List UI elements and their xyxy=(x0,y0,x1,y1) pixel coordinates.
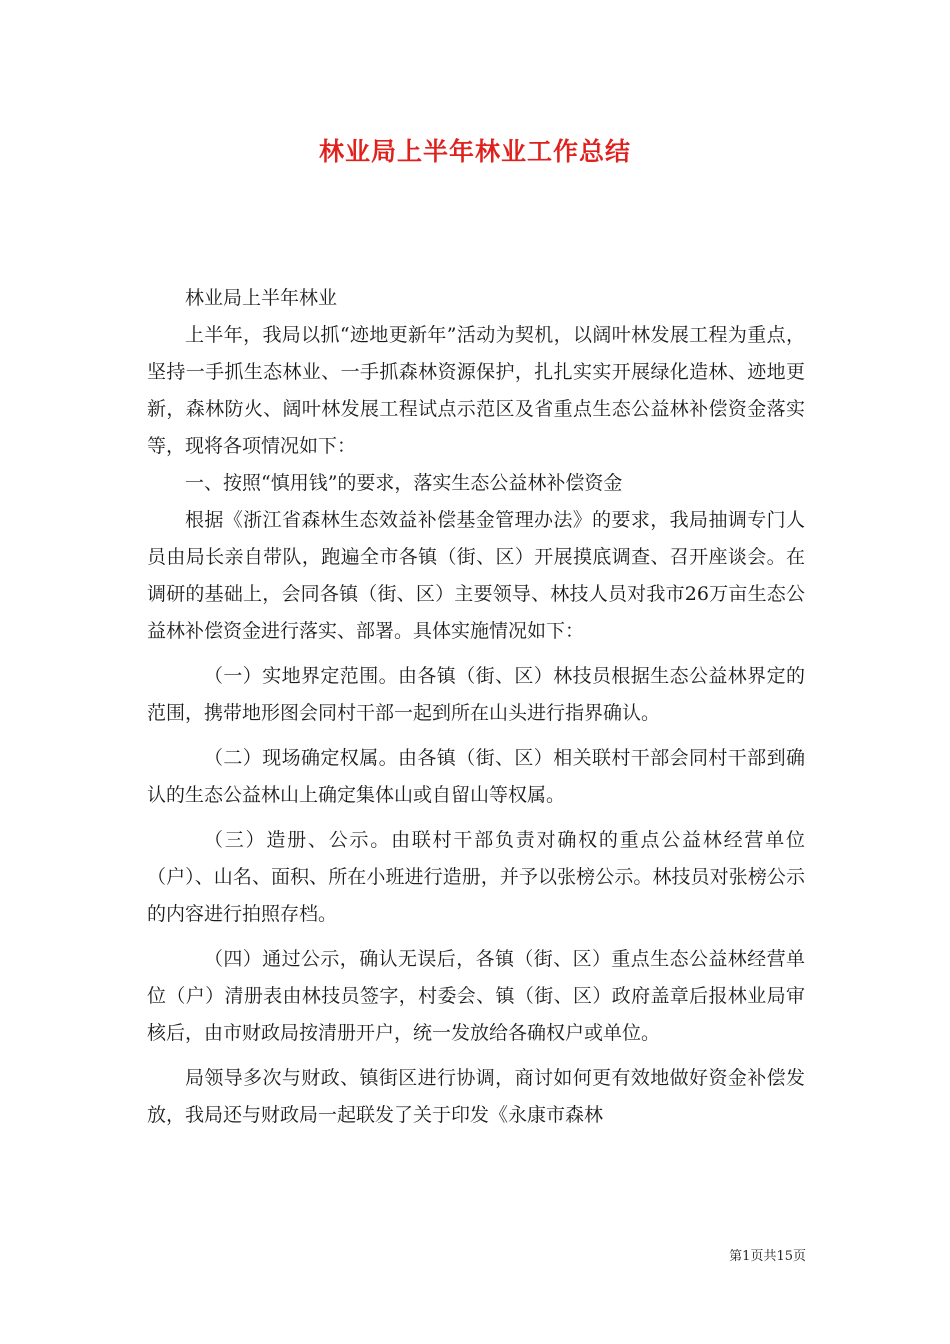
paragraph-item-1: （一）实地界定范围。由各镇（街、区）林技员根据生态公益林界定的范围，携带地形图会同村干部一起到所在山头进行指界确认。 xyxy=(147,665,805,724)
paragraph-basis: 根据《浙江省森林生态效益补偿基金管理办法》的要求，我局抽调专门人员由局长亲自带队，跑遍全市各镇（街、区）开展摸底调查、召开座谈会。在调研的基础上，会同各镇（街、区）主要领导、林技人员对我市26万亩生态公益林补偿资金进行落实、部署。具体实施情况如下： xyxy=(147,509,805,642)
paragraph-item-3: （三）造册、公示。由联村干部负责对确权的重点公益林经营单位（户）、山名、面积、所在小班进行造册，并予以张榜公示。林技员对张榜公示的内容进行拍照存档。 xyxy=(147,829,805,925)
section-heading-1: 一、按照“慎用钱”的要求，落实生态公益林补偿资金 xyxy=(185,472,623,494)
paragraph-item-2: （二）现场确定权属。由各镇（街、区）相关联村干部会同村干部到确认的生态公益林山上确定集体山或自留山等权属。 xyxy=(147,747,805,806)
document-body xyxy=(147,280,805,1134)
paragraph-heading-line: 林业局上半年林业 xyxy=(185,287,338,309)
document-title: 林业局上半年林业工作总结 xyxy=(318,137,631,166)
paragraph-coordination: 局领导多次与财政、镇街区进行协调，商讨如何更有效地做好资金补偿发放，我局还与财政局一起联发了关于印发《永康市森林 xyxy=(147,1067,805,1126)
page-number-footer: 第1页共15页 xyxy=(729,1249,806,1264)
paragraph-item-4: （四）通过公示，确认无误后，各镇（街、区）重点生态公益林经营单位（户）清册表由林技员签字，村委会、镇（街、区）政府盖章后报林业局审核后，由市财政局按清册开户，统一发放给各确权户或单位。 xyxy=(147,948,805,1044)
paragraph-intro: 上半年，我局以抓“迹地更新年”活动为契机，以阔叶林发展工程为重点，坚持一手抓生态林业、一手抓森林资源保护，扎扎实实开展绿化造林、迹地更新，森林防火、阔叶林发展工程试点示范区及省重点生态公益林补偿资金落实等，现将各项情况如下： xyxy=(147,324,805,457)
